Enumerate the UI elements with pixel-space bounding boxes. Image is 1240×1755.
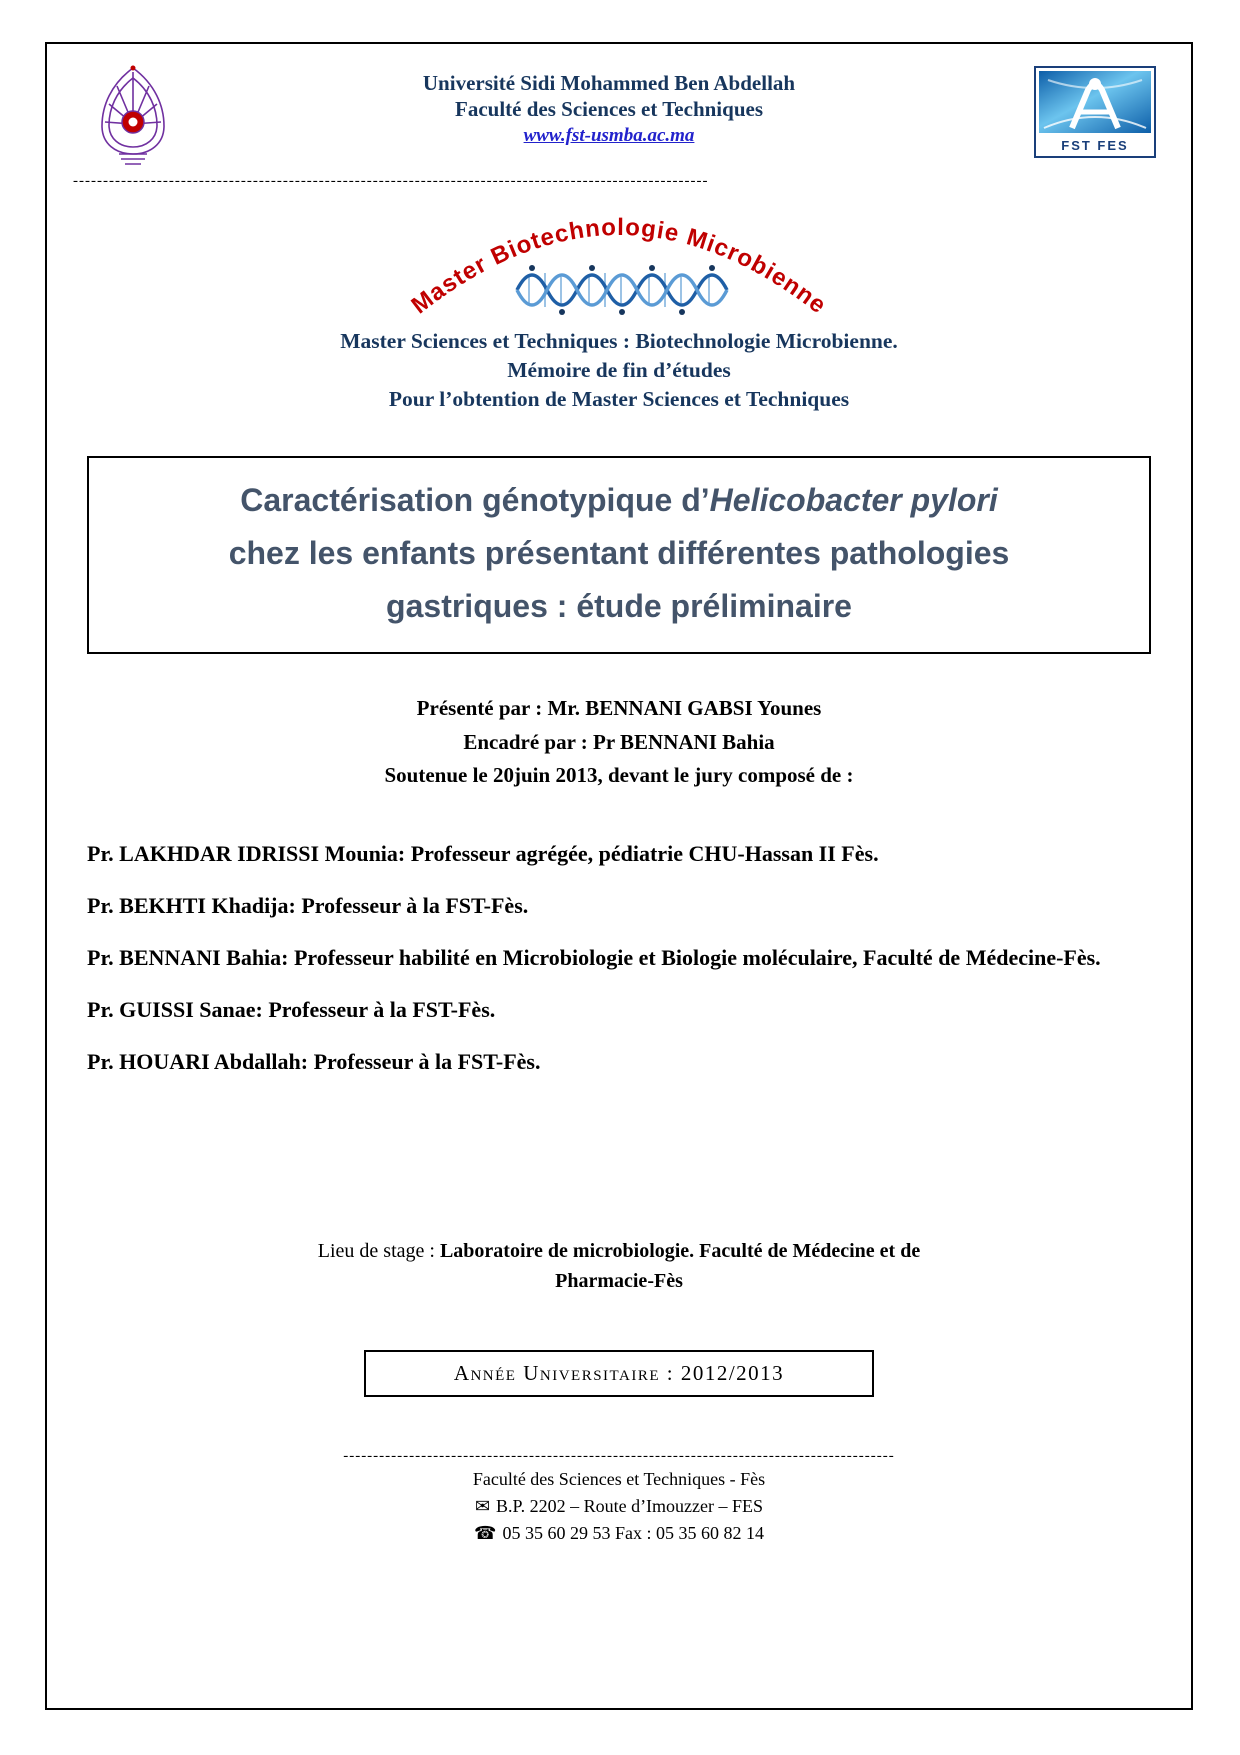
thesis-title-box xyxy=(87,456,1151,654)
dna-helix-icon xyxy=(517,265,727,315)
university-emblem-icon xyxy=(89,64,177,168)
presented-by-line: Présenté par : Mr. BENNANI GABSI Younes xyxy=(416,696,822,721)
title-regular-part: Caractérisation génotypique d’ xyxy=(240,482,710,518)
footer-phone-line xyxy=(73,1521,1165,1545)
defense-date-line: Soutenue le 20juin 2013, devant le jury composé de : xyxy=(384,763,854,788)
footer-phone-text: 05 35 60 29 53 Fax : 05 35 60 82 14 xyxy=(502,1523,764,1544)
website-link: www.fst-usmba.ac.ma xyxy=(523,124,695,146)
supervised-by-line: Encadré par : Pr BENNANI Bahia xyxy=(463,729,775,754)
thesis-title-line-2: chez les enfants présentant différentes pathologies xyxy=(228,534,1010,571)
header-text-block xyxy=(193,60,1025,147)
master-logo-arc-text: Master Biotechnologie Microbienne xyxy=(406,213,832,320)
master-biotech-logo xyxy=(339,193,899,325)
phone-icon: ☎ xyxy=(474,1523,497,1544)
footer-address-text: B.P. 2202 – Route d’Imouzzer – FES xyxy=(496,1495,764,1516)
internship-label: Lieu de stage : xyxy=(317,1239,440,1262)
footer-address-line xyxy=(73,1494,1165,1518)
fst-logo-caption: FST FES xyxy=(1061,138,1129,153)
university-name: Université Sidi Mohammed Ben Abdellah xyxy=(422,71,796,95)
fst-logo xyxy=(1025,60,1165,158)
internship-line-1 xyxy=(73,1236,1165,1266)
program-block xyxy=(73,329,1165,412)
thesis-title-line-1 xyxy=(101,474,1137,527)
internship-block xyxy=(73,1236,1165,1296)
page-header xyxy=(73,60,1165,168)
jury-member: Pr. HOUARI Abdallah: Professeur à la FST-Fès. xyxy=(87,1048,541,1074)
fst-fes-logo-icon xyxy=(1034,66,1156,158)
bottom-divider: -------------------------------------------------------------------------------------------- xyxy=(343,1448,895,1464)
presentation-block xyxy=(73,694,1165,790)
program-line-2: Mémoire de fin d’études xyxy=(507,358,731,382)
title-italic-part: Helicobacter pylori xyxy=(709,482,998,518)
thesis-title-line-3: gastriques : étude préliminaire xyxy=(386,587,852,624)
footer-faculty-line: Faculté des Sciences et Techniques - Fès xyxy=(472,1468,766,1489)
program-line-1: Master Sciences et Techniques : Biotechnologie Microbienne. xyxy=(340,329,898,353)
internship-value-2: Pharmacie-Fès xyxy=(555,1269,683,1292)
academic-year-box: Année Universitaire : 2012/2013 xyxy=(364,1350,874,1397)
jury-member: Pr. LAKHDAR IDRISSI Mounia: Professeur agrégée, pédiatrie CHU-Hassan II Fès. xyxy=(87,840,879,866)
document-page xyxy=(45,42,1193,1710)
top-divider: ---------------------------------------------------------------------------------------------------------- xyxy=(73,174,709,189)
mail-icon: ✉ xyxy=(474,1495,491,1516)
jury-member: Pr. BENNANI Bahia: Professeur habilité en Microbiologie et Biologie moléculaire, Faculté de Médecine-Fès. xyxy=(87,944,1101,970)
internship-value-1: Laboratoire de microbiologie. Faculté de Médecine et de xyxy=(439,1239,921,1262)
university-emblem-logo xyxy=(73,60,193,168)
jury-list xyxy=(87,837,1151,1078)
jury-member: Pr. BEKHTI Khadija: Professeur à la FST-Fès. xyxy=(87,892,529,918)
program-line-3: Pour l’obtention de Master Sciences et Techniques xyxy=(388,387,850,411)
jury-member: Pr. GUISSI Sanae: Professeur à la FST-Fès. xyxy=(87,996,496,1022)
faculty-name: Faculté des Sciences et Techniques xyxy=(455,97,763,122)
page-footer xyxy=(73,1467,1165,1546)
